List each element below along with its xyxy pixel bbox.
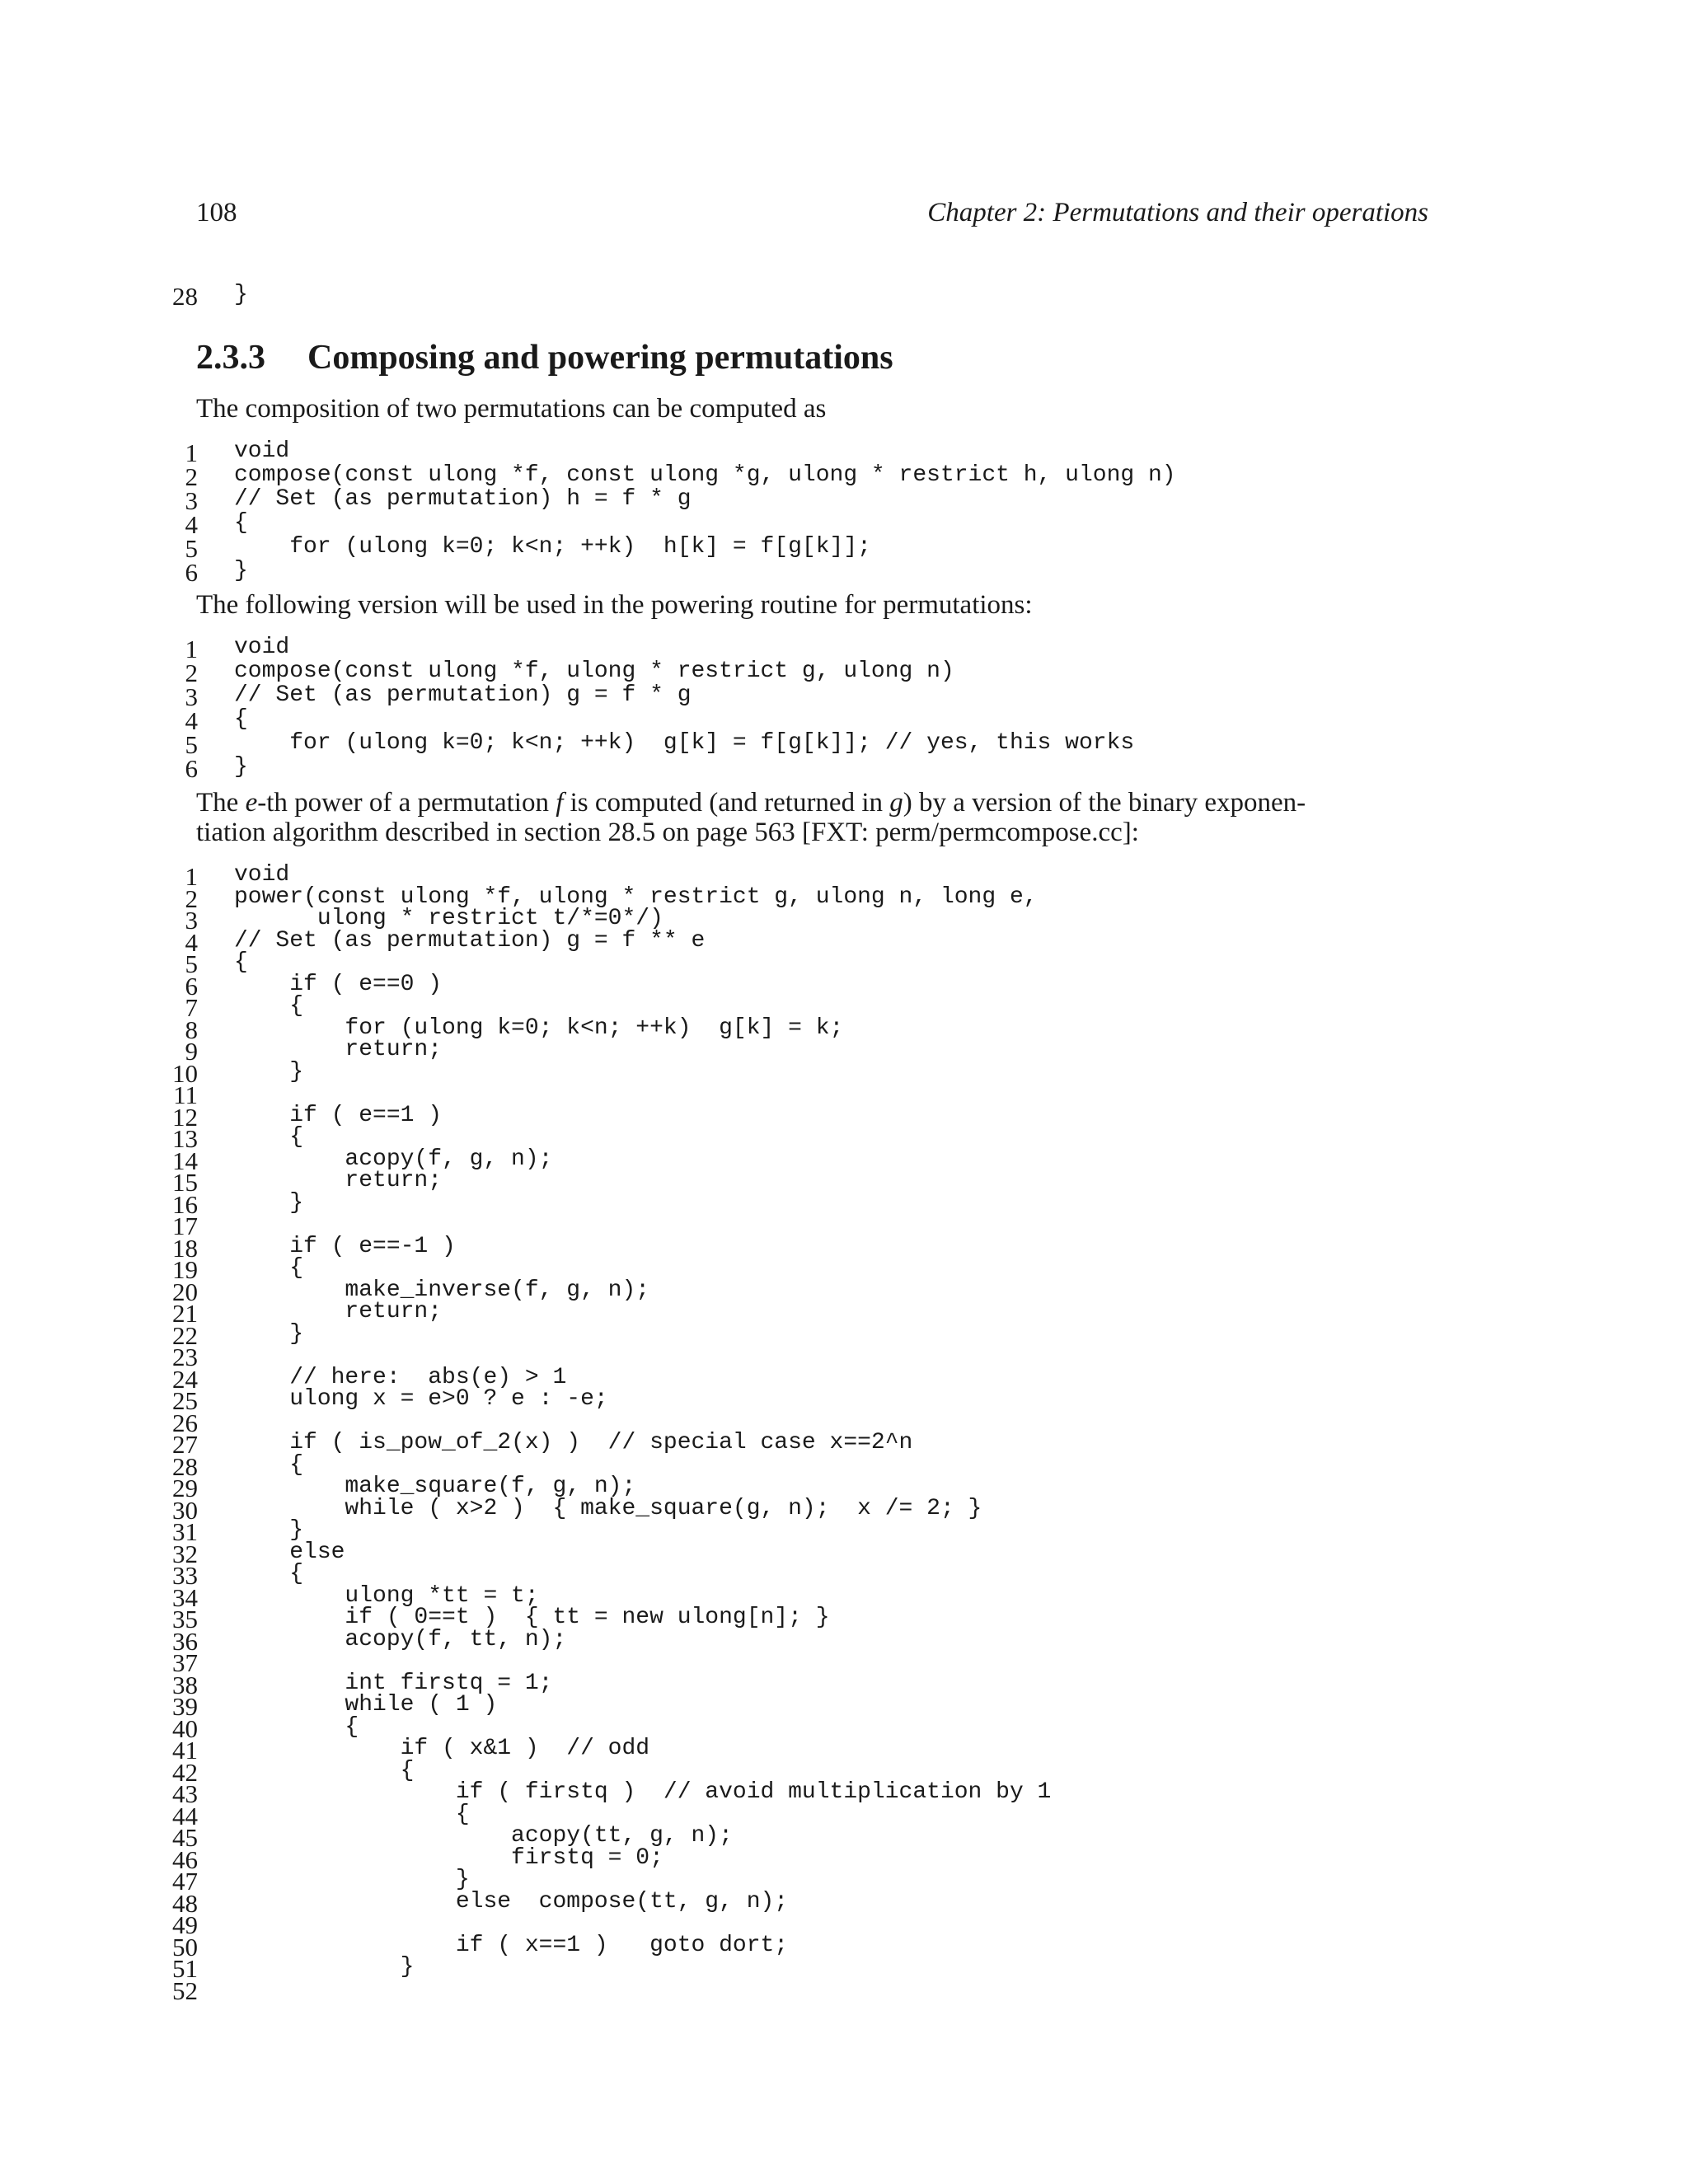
code-text: if ( e==1 ) — [234, 1102, 443, 1128]
line-number: 3 — [185, 486, 198, 515]
line-number: 10 — [172, 1058, 198, 1088]
line-number: 15 — [172, 1168, 198, 1197]
line-number: 1 — [185, 635, 198, 663]
page-number: 108 — [196, 198, 237, 227]
code-text: ulong *tt = t; — [234, 1582, 539, 1609]
line-number: 32 — [172, 1539, 198, 1568]
line-number: 14 — [172, 1146, 198, 1175]
line-number: 28 — [172, 282, 198, 311]
code-text: ulong * restrict t/*=0*/) — [234, 906, 663, 931]
paragraph-following-version: The following version will be used in the powering routine for permutations: — [196, 590, 1033, 620]
code-text: void — [234, 862, 290, 888]
code-text: // here: abs(e) > 1 — [234, 1364, 567, 1390]
code-text: } — [234, 282, 248, 307]
paragraph-power — [196, 788, 1432, 847]
code-text: for (ulong k=0; k<n; ++k) g[k] = f[g[k]]; // yes, this works — [234, 730, 1135, 756]
code-text: if ( is_pow_of_2(x) ) // special case x==2^n — [234, 1430, 913, 1455]
code-text: } — [234, 754, 248, 780]
code-text: { — [234, 1255, 304, 1281]
code-text: if ( 0==t ) { tt = new ulong[n]; } — [234, 1605, 830, 1630]
line-number: 19 — [172, 1255, 198, 1284]
line-number: 17 — [172, 1212, 198, 1240]
line-number: 1 — [185, 862, 198, 891]
line-number: 48 — [172, 1888, 198, 1918]
code-text: { — [234, 510, 248, 536]
line-number: 2 — [185, 462, 198, 491]
line-number: 3 — [185, 682, 198, 711]
code-text: return; — [234, 1168, 443, 1193]
line-number: 2 — [185, 658, 198, 687]
line-number: 34 — [172, 1582, 198, 1612]
line-number: 21 — [172, 1299, 198, 1328]
line-number: 29 — [172, 1474, 198, 1502]
code-text: for (ulong k=0; k<n; ++k) g[k] = k; — [234, 1015, 844, 1041]
line-number: 30 — [172, 1495, 198, 1525]
line-number: 1 — [185, 438, 198, 467]
code-text: if ( firstq ) // avoid multiplication by 1 — [234, 1779, 1052, 1805]
code-text: { — [234, 993, 304, 1019]
line-number: 7 — [185, 993, 198, 1022]
code-text: firstq = 0; — [234, 1844, 663, 1871]
line-number: 6 — [185, 558, 198, 587]
code-text: make_square(f, g, n); — [234, 1474, 636, 1499]
line-number: 23 — [172, 1343, 198, 1371]
line-number: 37 — [172, 1648, 198, 1677]
line-number: 16 — [172, 1189, 198, 1219]
line-number: 9 — [185, 1037, 198, 1066]
code-text: return; — [234, 1299, 443, 1324]
line-number: 12 — [172, 1102, 198, 1132]
line-number: 22 — [172, 1320, 198, 1350]
line-number: 31 — [172, 1517, 198, 1546]
code-text: else compose(tt, g, n); — [234, 1888, 789, 1915]
code-text: compose(const ulong *f, ulong * restrict g, ulong n) — [234, 658, 954, 684]
section-title: Composing and powering permutations — [307, 339, 893, 377]
line-number: 51 — [172, 1954, 198, 1983]
code-text: void — [234, 438, 290, 464]
code-text: void — [234, 635, 290, 660]
line-number: 3 — [185, 906, 198, 935]
line-number: 20 — [172, 1277, 198, 1306]
code-text: } — [234, 558, 248, 583]
section-heading — [196, 338, 893, 377]
code-text: } — [234, 1954, 415, 1980]
running-head: Chapter 2: Permutations and their operations — [927, 198, 1428, 227]
code-text: make_inverse(f, g, n); — [234, 1277, 650, 1303]
code-text: // Set (as permutation) g = f * g — [234, 682, 692, 708]
paragraph-power-line-1: The e-th power of a permutation f is computed (and returned in g) by a version of the binary exponen- — [196, 788, 1306, 818]
code-text: { — [234, 1124, 304, 1150]
line-number: 8 — [185, 1015, 198, 1044]
paragraph-intro: The composition of two permutations can be computed as — [196, 394, 827, 424]
line-number: 5 — [185, 534, 198, 563]
code-text: } — [234, 1320, 304, 1347]
code-text: { — [234, 1713, 359, 1740]
line-number: 27 — [172, 1430, 198, 1459]
line-number: 38 — [172, 1670, 198, 1699]
code-text: return; — [234, 1037, 443, 1062]
code-text: if ( e==-1 ) — [234, 1233, 456, 1259]
line-number: 49 — [172, 1910, 198, 1939]
line-number: 6 — [185, 754, 198, 783]
section-number: 2.3.3 — [196, 339, 265, 377]
code-text: { — [234, 949, 248, 975]
line-number: 18 — [172, 1233, 198, 1263]
line-number: 47 — [172, 1867, 198, 1896]
code-text: { — [234, 1757, 415, 1783]
code-text: compose(const ulong *f, const ulong *g, ulong * restrict h, ulong n) — [234, 462, 1176, 488]
line-number: 50 — [172, 1932, 198, 1961]
code-text: acopy(f, g, n); — [234, 1146, 553, 1172]
code-text: { — [234, 1801, 470, 1827]
line-number: 40 — [172, 1713, 198, 1743]
code-text: while ( x>2 ) { make_square(g, n); x /= 2; } — [234, 1495, 982, 1521]
code-text: { — [234, 706, 248, 732]
code-text: for (ulong k=0; k<n; ++k) h[k] = f[g[k]]; — [234, 534, 871, 560]
code-text: } — [234, 1189, 304, 1216]
line-number: 24 — [172, 1364, 198, 1394]
line-number: 42 — [172, 1757, 198, 1787]
code-text: while ( 1 ) — [234, 1692, 498, 1718]
line-number: 5 — [185, 730, 198, 759]
code-text: if ( x==1 ) goto dort; — [234, 1932, 789, 1958]
line-number: 52 — [172, 1975, 198, 2005]
code-text: if ( e==0 ) — [234, 971, 443, 997]
line-number: 6 — [185, 971, 198, 1001]
code-text: } — [234, 1867, 470, 1892]
line-number: 25 — [172, 1386, 198, 1415]
line-number: 41 — [172, 1736, 198, 1765]
line-number: 33 — [172, 1561, 198, 1590]
line-number: 13 — [172, 1124, 198, 1153]
code-text: { — [234, 1451, 304, 1478]
line-number: 43 — [172, 1779, 198, 1808]
line-number: 5 — [185, 949, 198, 978]
line-number: 45 — [172, 1823, 198, 1852]
code-text: { — [234, 1561, 304, 1586]
code-text: } — [234, 1517, 304, 1543]
code-text: // Set (as permutation) g = f ** e — [234, 927, 706, 954]
line-number: 36 — [172, 1626, 198, 1656]
line-number: 39 — [172, 1692, 198, 1721]
line-number: 2 — [185, 883, 198, 913]
code-text: int firstq = 1; — [234, 1670, 553, 1696]
line-number: 26 — [172, 1408, 198, 1437]
code-text: // Set (as permutation) h = f * g — [234, 486, 692, 512]
code-text: else — [234, 1539, 345, 1565]
code-text: ulong x = e>0 ? e : -e; — [234, 1386, 608, 1412]
line-number: 4 — [185, 706, 198, 735]
code-text: acopy(f, tt, n); — [234, 1626, 567, 1652]
code-text: power(const ulong *f, ulong * restrict g, ulong n, long e, — [234, 883, 1038, 910]
line-number: 28 — [172, 1451, 198, 1481]
line-number: 35 — [172, 1605, 198, 1633]
code-text: if ( x&1 ) // odd — [234, 1736, 650, 1761]
code-text: } — [234, 1058, 304, 1085]
code-text: acopy(tt, g, n); — [234, 1823, 733, 1849]
page-header — [196, 198, 1428, 237]
line-number: 44 — [172, 1801, 198, 1830]
line-number: 46 — [172, 1844, 198, 1874]
line-number: 4 — [185, 510, 198, 539]
line-number: 11 — [173, 1080, 198, 1109]
paragraph-power-line-2: tiation algorithm described in section 28.5 on page 563 [FXT: perm/permcompose.cc]: — [196, 818, 1139, 847]
line-number: 4 — [185, 927, 198, 957]
